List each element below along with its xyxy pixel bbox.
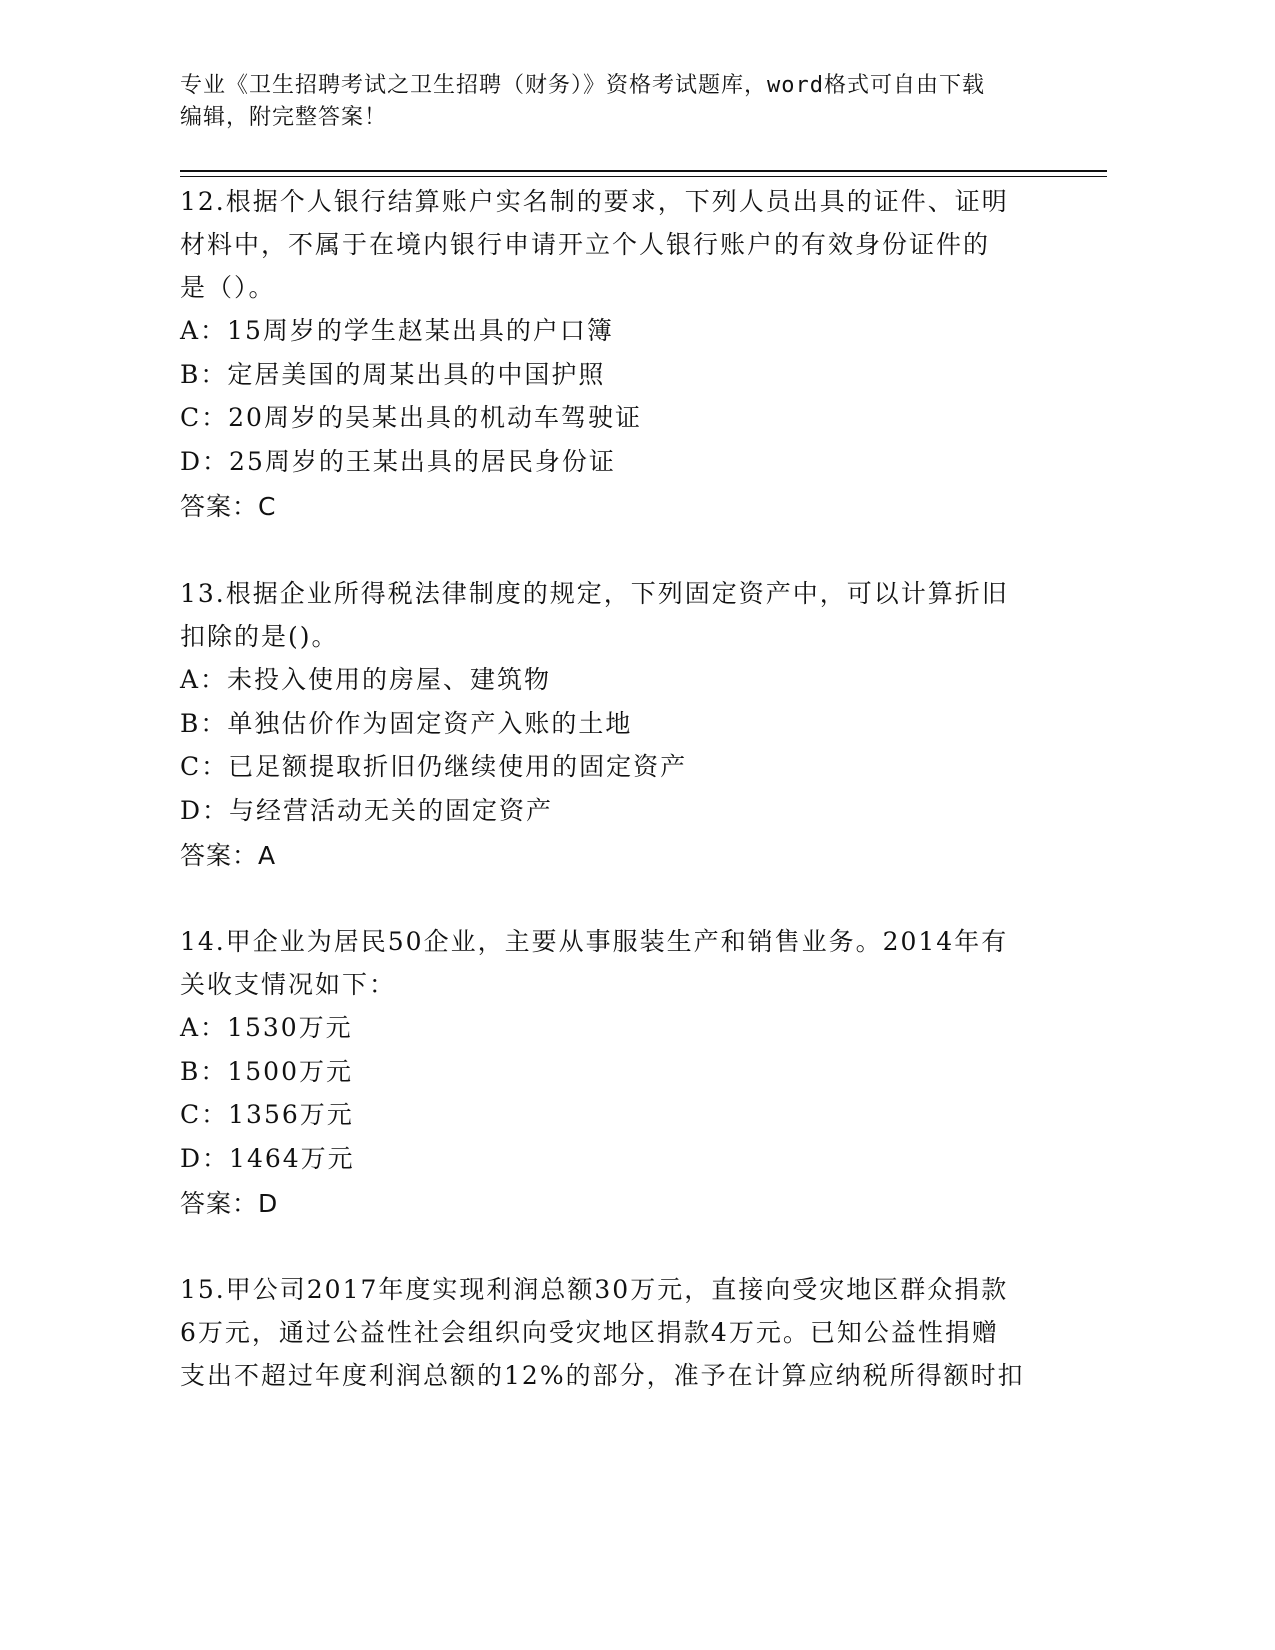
question-13: [180, 572, 1040, 874]
document-header: [180, 70, 1080, 134]
option-a: A：未投入使用的房屋、建筑物: [180, 665, 552, 694]
question-stem-line: 是（）。: [180, 273, 276, 302]
question-stem-line: 支出不超过年度利润总额的12%的部分，准予在计算应纳税所得额时扣: [180, 1361, 1025, 1390]
question-12: [180, 180, 1040, 525]
option-c: C：20周岁的吴某出具的机动车驾驶证: [180, 403, 642, 432]
question-15: [180, 1268, 1040, 1397]
answer-line: 答案：C: [180, 492, 277, 521]
question-stem-line: 扣除的是()。: [180, 622, 339, 651]
header-divider-thin: [180, 176, 1107, 177]
header-divider-thick: [180, 170, 1107, 172]
question-stem-line: 13.根据企业所得税法律制度的规定，下列固定资产中，可以计算折旧: [180, 579, 1009, 608]
option-c: C：已足额提取折旧仍继续使用的固定资产: [180, 752, 688, 781]
header-line-2: 编辑，附完整答案！: [180, 105, 388, 130]
question-stem-line: 材料中，不属于在境内银行申请开立个人银行账户的有效身份证件的: [180, 230, 991, 259]
question-14: [180, 920, 1040, 1222]
question-stem-line: 12.根据个人银行结算账户实名制的要求，下列人员出具的证件、证明: [180, 187, 1009, 216]
question-stem-line: 15.甲公司2017年度实现利润总额30万元，直接向受灾地区群众捐款: [180, 1275, 1009, 1304]
option-d: D：25周岁的王某出具的居民身份证: [180, 446, 616, 476]
option-b: B：单独估价作为固定资产入账的土地: [180, 708, 633, 738]
question-stem-line: 14.甲企业为居民50企业，主要从事服装生产和销售业务。2014年有: [180, 927, 1009, 956]
option-a: A：1530万元: [180, 1013, 353, 1042]
option-d: D：与经营活动无关的固定资产: [180, 795, 554, 825]
answer-line: 答案：A: [180, 841, 277, 870]
question-stem-line: 6万元，通过公益性社会组织向受灾地区捐款4万元。已知公益性捐赠: [180, 1318, 999, 1347]
header-line-1: 专业《卫生招聘考试之卫生招聘（财务）》资格考试题库，word格式可自由下载: [180, 73, 985, 98]
option-a: A：15周岁的学生赵某出具的户口簿: [180, 316, 614, 345]
option-b: B：1500万元: [180, 1056, 353, 1086]
option-b: B：定居美国的周某出具的中国护照: [180, 359, 606, 389]
answer-line: 答案：D: [180, 1189, 279, 1218]
question-stem-line: 关收支情况如下：: [180, 970, 397, 999]
option-c: C：1356万元: [180, 1100, 354, 1129]
option-d: D：1464万元: [180, 1143, 355, 1173]
